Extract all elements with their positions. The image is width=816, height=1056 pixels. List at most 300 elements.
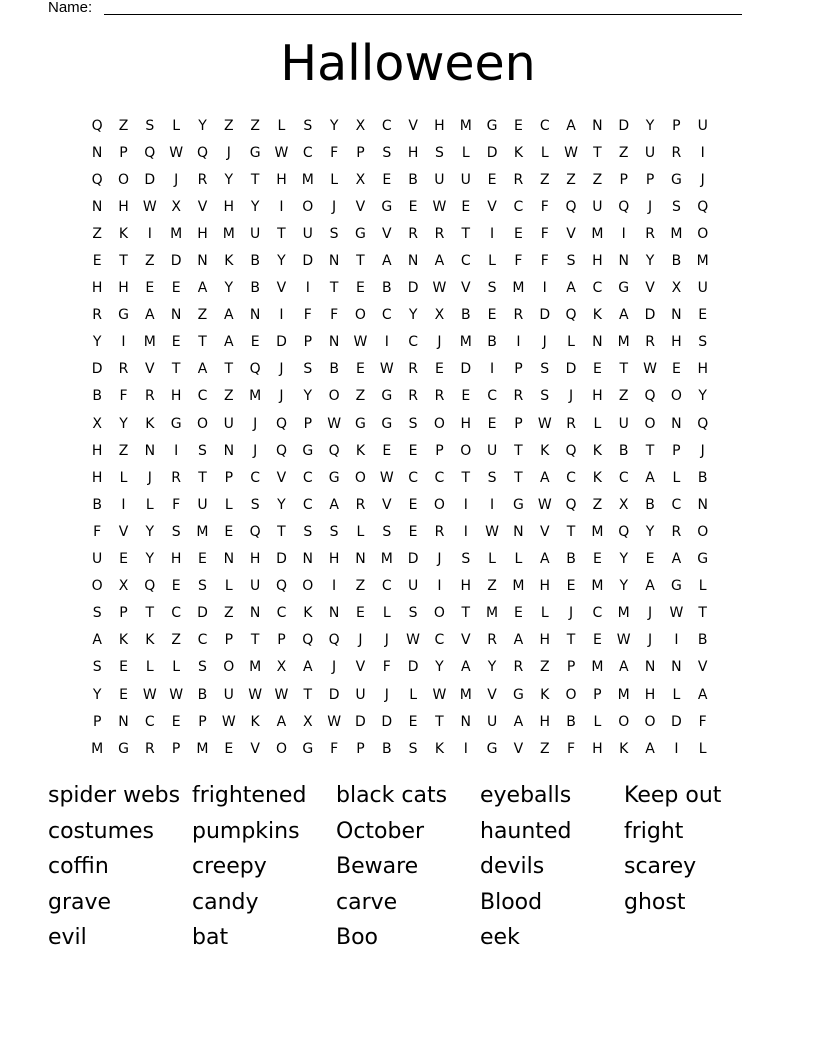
grid-letter[interactable]: F bbox=[698, 713, 707, 730]
grid-letter[interactable]: D bbox=[197, 605, 208, 622]
grid-letter[interactable]: M bbox=[670, 225, 683, 242]
grid-letter[interactable]: C bbox=[381, 578, 392, 595]
grid-letter[interactable]: P bbox=[119, 605, 128, 622]
grid-letter[interactable]: E bbox=[566, 578, 576, 595]
grid-letter[interactable]: U bbox=[92, 551, 103, 568]
grid-letter[interactable]: L bbox=[172, 659, 181, 676]
grid-letter[interactable]: J bbox=[569, 605, 574, 622]
grid-letter[interactable]: D bbox=[565, 361, 577, 378]
grid-letter[interactable]: C bbox=[618, 469, 629, 486]
grid-letter[interactable]: R bbox=[566, 415, 576, 432]
grid-letter[interactable]: G bbox=[249, 144, 261, 161]
grid-letter[interactable]: Y bbox=[145, 551, 155, 568]
grid-letter[interactable]: M bbox=[617, 686, 630, 703]
grid-letter[interactable]: Z bbox=[618, 144, 629, 161]
grid-letter[interactable]: N bbox=[328, 605, 340, 622]
grid-letter[interactable]: W bbox=[169, 144, 184, 161]
grid-letter[interactable]: B bbox=[566, 551, 576, 568]
grid-letter[interactable]: T bbox=[119, 253, 128, 270]
grid-letter[interactable]: V bbox=[566, 225, 576, 242]
grid-letter[interactable]: P bbox=[566, 659, 576, 676]
grid-letter[interactable]: G bbox=[512, 686, 524, 703]
grid-letter[interactable]: M bbox=[696, 253, 709, 270]
grid-letter[interactable]: E bbox=[487, 307, 497, 324]
grid-letter[interactable]: H bbox=[276, 171, 287, 188]
grid-letter[interactable]: U bbox=[223, 415, 234, 432]
grid-letter[interactable]: H bbox=[671, 334, 682, 351]
grid-letter[interactable]: M bbox=[196, 523, 209, 540]
grid-letter[interactable]: H bbox=[223, 198, 235, 215]
grid-letter[interactable]: D bbox=[381, 713, 393, 730]
grid-letter[interactable]: B bbox=[381, 740, 392, 757]
grid-letter[interactable]: G bbox=[381, 198, 393, 215]
grid-letter[interactable]: E bbox=[461, 388, 471, 405]
grid-letter[interactable]: R bbox=[408, 388, 418, 405]
grid-letter[interactable]: N bbox=[91, 144, 103, 161]
grid-letter[interactable]: Z bbox=[487, 578, 497, 595]
grid-letter[interactable]: N bbox=[460, 713, 471, 730]
grid-letter[interactable]: I bbox=[121, 334, 126, 351]
grid-letter[interactable]: Y bbox=[198, 117, 207, 134]
grid-letter[interactable]: B bbox=[197, 686, 208, 703]
grid-letter[interactable]: W bbox=[353, 334, 368, 351]
grid-letter[interactable]: Y bbox=[224, 280, 234, 297]
grid-letter[interactable]: Q bbox=[91, 171, 103, 188]
grid-letter[interactable]: T bbox=[461, 469, 471, 486]
grid-letter[interactable]: T bbox=[461, 225, 471, 242]
grid-letter[interactable]: M bbox=[591, 659, 604, 676]
grid-letter[interactable]: A bbox=[513, 632, 524, 649]
grid-letter[interactable]: U bbox=[302, 225, 313, 242]
grid-letter[interactable]: S bbox=[198, 442, 207, 459]
grid-letter[interactable]: F bbox=[514, 253, 523, 270]
grid-letter[interactable]: W bbox=[432, 280, 447, 297]
grid-letter[interactable]: E bbox=[461, 198, 471, 215]
grid-letter[interactable]: C bbox=[197, 388, 208, 405]
grid-letter[interactable]: N bbox=[197, 253, 208, 270]
grid-letter[interactable]: I bbox=[463, 740, 468, 757]
grid-letter[interactable]: E bbox=[592, 551, 602, 568]
grid-letter[interactable]: V bbox=[460, 632, 471, 649]
grid-letter[interactable]: S bbox=[303, 523, 313, 540]
grid-letter[interactable]: B bbox=[92, 388, 102, 405]
grid-letter[interactable]: R bbox=[355, 496, 366, 513]
grid-letter[interactable]: L bbox=[540, 144, 549, 161]
grid-letter[interactable]: F bbox=[540, 225, 549, 242]
grid-letter[interactable]: B bbox=[566, 713, 576, 730]
grid-letter[interactable]: J bbox=[437, 334, 442, 351]
grid-letter[interactable]: E bbox=[119, 551, 128, 568]
grid-letter[interactable]: W bbox=[643, 361, 657, 378]
grid-letter[interactable]: C bbox=[408, 469, 418, 486]
grid-letter[interactable]: R bbox=[171, 469, 182, 486]
grid-letter[interactable]: C bbox=[592, 280, 603, 297]
grid-letter[interactable]: C bbox=[144, 713, 155, 730]
grid-letter[interactable]: D bbox=[276, 334, 287, 351]
grid-letter[interactable]: E bbox=[356, 361, 365, 378]
grid-letter[interactable]: U bbox=[223, 686, 234, 703]
grid-letter[interactable]: I bbox=[463, 523, 468, 540]
grid-letter[interactable]: V bbox=[355, 198, 366, 215]
grid-letter[interactable]: G bbox=[381, 388, 393, 405]
grid-letter[interactable]: L bbox=[672, 686, 681, 703]
grid-letter[interactable]: Q bbox=[144, 144, 156, 161]
grid-letter[interactable]: H bbox=[434, 117, 445, 134]
grid-letter[interactable]: A bbox=[434, 253, 445, 270]
grid-letter[interactable]: Y bbox=[277, 253, 286, 270]
grid-letter[interactable]: S bbox=[540, 361, 550, 378]
grid-letter[interactable]: D bbox=[618, 117, 630, 134]
grid-letter[interactable]: O bbox=[460, 442, 472, 459]
grid-letter[interactable]: R bbox=[408, 361, 418, 378]
grid-letter[interactable]: S bbox=[198, 659, 207, 676]
grid-letter[interactable]: D bbox=[302, 253, 314, 270]
grid-letter[interactable]: S bbox=[408, 605, 418, 622]
grid-letter[interactable]: L bbox=[119, 469, 128, 486]
grid-letter[interactable]: S bbox=[461, 551, 471, 568]
grid-letter[interactable]: Q bbox=[275, 578, 287, 595]
grid-letter[interactable]: N bbox=[671, 659, 682, 676]
grid-letter[interactable]: G bbox=[381, 415, 393, 432]
grid-letter[interactable]: V bbox=[645, 280, 655, 297]
grid-letter[interactable]: S bbox=[487, 280, 497, 297]
grid-letter[interactable]: N bbox=[328, 253, 340, 270]
grid-letter[interactable]: V bbox=[355, 659, 366, 676]
grid-letter[interactable]: V bbox=[197, 198, 208, 215]
grid-letter[interactable]: T bbox=[435, 713, 444, 730]
grid-letter[interactable]: P bbox=[619, 171, 628, 188]
grid-letter[interactable]: E bbox=[198, 551, 207, 568]
grid-letter[interactable]: U bbox=[407, 578, 419, 595]
grid-letter[interactable]: G bbox=[302, 740, 314, 757]
grid-letter[interactable]: W bbox=[142, 198, 157, 215]
grid-letter[interactable]: K bbox=[592, 469, 602, 486]
grid-letter[interactable]: U bbox=[486, 442, 498, 459]
grid-letter[interactable]: A bbox=[145, 307, 155, 324]
grid-letter[interactable]: Y bbox=[645, 117, 655, 134]
grid-letter[interactable]: C bbox=[381, 117, 392, 134]
grid-letter[interactable]: F bbox=[540, 198, 549, 215]
grid-letter[interactable]: J bbox=[332, 198, 337, 215]
grid-letter[interactable]: E bbox=[171, 334, 181, 351]
grid-letter[interactable]: O bbox=[275, 740, 287, 757]
grid-letter[interactable]: N bbox=[618, 253, 629, 270]
grid-letter[interactable]: R bbox=[434, 388, 445, 405]
grid-letter[interactable]: A bbox=[645, 469, 655, 486]
grid-letter[interactable]: M bbox=[249, 659, 262, 676]
grid-letter[interactable]: Q bbox=[328, 632, 340, 649]
grid-letter[interactable]: J bbox=[174, 171, 179, 188]
grid-letter[interactable]: O bbox=[618, 713, 630, 730]
grid-letter[interactable]: R bbox=[118, 361, 129, 378]
grid-letter[interactable]: A bbox=[92, 632, 102, 649]
grid-letter[interactable]: B bbox=[250, 280, 260, 297]
grid-letter[interactable]: H bbox=[592, 740, 603, 757]
grid-letter[interactable]: X bbox=[92, 415, 102, 432]
grid-letter[interactable]: E bbox=[250, 334, 260, 351]
grid-letter[interactable]: L bbox=[540, 605, 549, 622]
grid-letter[interactable]: T bbox=[514, 442, 523, 459]
grid-letter[interactable]: J bbox=[647, 605, 653, 622]
grid-letter[interactable]: K bbox=[145, 415, 155, 432]
grid-letter[interactable]: P bbox=[277, 632, 286, 649]
grid-letter[interactable]: L bbox=[567, 334, 575, 351]
grid-letter[interactable]: Y bbox=[698, 388, 707, 405]
grid-letter[interactable]: Q bbox=[275, 442, 287, 459]
grid-letter[interactable]: N bbox=[671, 415, 682, 432]
grid-letter[interactable]: Z bbox=[618, 388, 629, 405]
grid-letter[interactable]: Z bbox=[566, 171, 576, 188]
grid-letter[interactable]: Y bbox=[92, 334, 102, 351]
grid-letter[interactable]: L bbox=[382, 605, 391, 622]
grid-letter[interactable]: T bbox=[250, 171, 260, 188]
grid-letter[interactable]: J bbox=[647, 632, 653, 649]
grid-letter[interactable]: V bbox=[408, 117, 418, 134]
grid-letter[interactable]: Z bbox=[171, 632, 181, 649]
grid-letter[interactable]: O bbox=[433, 415, 445, 432]
grid-letter[interactable]: L bbox=[698, 578, 707, 595]
grid-letter[interactable]: N bbox=[249, 605, 261, 622]
grid-letter[interactable]: E bbox=[382, 171, 392, 188]
grid-letter[interactable]: H bbox=[197, 225, 208, 242]
grid-letter[interactable]: O bbox=[354, 307, 366, 324]
grid-letter[interactable]: E bbox=[698, 307, 708, 324]
grid-letter[interactable]: M bbox=[617, 605, 630, 622]
grid-letter[interactable]: L bbox=[461, 144, 470, 161]
grid-letter[interactable]: O bbox=[670, 388, 682, 405]
grid-letter[interactable]: I bbox=[700, 144, 705, 161]
grid-letter[interactable]: G bbox=[618, 280, 630, 297]
grid-letter[interactable]: N bbox=[592, 334, 603, 351]
grid-letter[interactable]: V bbox=[487, 198, 497, 215]
grid-letter[interactable]: S bbox=[329, 523, 339, 540]
grid-letter[interactable]: E bbox=[92, 253, 102, 270]
grid-letter[interactable]: D bbox=[91, 361, 103, 378]
grid-letter[interactable]: K bbox=[592, 442, 602, 459]
grid-letter[interactable]: Y bbox=[408, 307, 418, 324]
grid-letter[interactable]: E bbox=[356, 280, 365, 297]
grid-letter[interactable]: Z bbox=[118, 117, 129, 134]
grid-letter[interactable]: O bbox=[196, 415, 208, 432]
grid-letter[interactable]: D bbox=[539, 307, 551, 324]
grid-letter[interactable]: N bbox=[302, 551, 314, 568]
grid-letter[interactable]: C bbox=[434, 469, 445, 486]
grid-letter[interactable]: A bbox=[566, 117, 576, 134]
grid-letter[interactable]: L bbox=[488, 551, 496, 568]
grid-letter[interactable]: K bbox=[434, 740, 445, 757]
grid-letter[interactable]: Q bbox=[565, 198, 577, 215]
grid-letter[interactable]: K bbox=[540, 686, 550, 703]
grid-letter[interactable]: B bbox=[408, 171, 418, 188]
grid-letter[interactable]: B bbox=[697, 469, 708, 486]
grid-letter[interactable]: Q bbox=[196, 144, 208, 161]
grid-letter[interactable]: R bbox=[513, 307, 524, 324]
grid-letter[interactable]: G bbox=[118, 307, 129, 324]
grid-letter[interactable]: Q bbox=[144, 578, 156, 595]
grid-letter[interactable]: T bbox=[566, 632, 576, 649]
grid-letter[interactable]: H bbox=[460, 578, 472, 595]
grid-letter[interactable]: B bbox=[329, 361, 339, 378]
grid-letter[interactable]: E bbox=[645, 551, 655, 568]
grid-letter[interactable]: J bbox=[437, 551, 442, 568]
grid-letter[interactable]: U bbox=[697, 280, 708, 297]
grid-letter[interactable]: Q bbox=[302, 632, 314, 649]
grid-letter[interactable]: S bbox=[171, 523, 181, 540]
grid-letter[interactable]: R bbox=[434, 225, 445, 242]
grid-letter[interactable]: P bbox=[303, 334, 313, 351]
grid-letter[interactable]: G bbox=[355, 225, 366, 242]
grid-letter[interactable]: O bbox=[433, 605, 445, 622]
grid-letter[interactable]: H bbox=[328, 551, 340, 568]
grid-letter[interactable]: B bbox=[92, 496, 102, 513]
grid-letter[interactable]: U bbox=[197, 496, 208, 513]
grid-letter[interactable]: P bbox=[198, 713, 207, 730]
grid-letter[interactable]: R bbox=[645, 225, 655, 242]
grid-letter[interactable]: L bbox=[145, 659, 154, 676]
grid-letter[interactable]: H bbox=[539, 578, 550, 595]
grid-letter[interactable]: Z bbox=[592, 171, 603, 188]
grid-letter[interactable]: I bbox=[437, 578, 442, 595]
grid-letter[interactable]: B bbox=[697, 632, 708, 649]
grid-letter[interactable]: U bbox=[592, 198, 603, 215]
grid-letter[interactable]: M bbox=[301, 171, 314, 188]
grid-letter[interactable]: R bbox=[144, 740, 155, 757]
grid-letter[interactable]: W bbox=[432, 198, 447, 215]
grid-letter[interactable]: O bbox=[302, 198, 314, 215]
grid-letter[interactable]: Q bbox=[697, 198, 709, 215]
grid-letter[interactable]: L bbox=[488, 253, 496, 270]
grid-letter[interactable]: L bbox=[277, 117, 286, 134]
grid-letter[interactable]: Y bbox=[645, 253, 655, 270]
grid-letter[interactable]: T bbox=[277, 523, 286, 540]
grid-letter[interactable]: X bbox=[434, 307, 445, 324]
grid-letter[interactable]: F bbox=[567, 740, 576, 757]
grid-letter[interactable]: F bbox=[119, 388, 128, 405]
grid-letter[interactable]: O bbox=[565, 686, 577, 703]
grid-letter[interactable]: B bbox=[618, 442, 629, 459]
grid-letter[interactable]: H bbox=[539, 713, 550, 730]
grid-letter[interactable]: J bbox=[384, 686, 389, 703]
grid-letter[interactable]: H bbox=[170, 388, 182, 405]
grid-letter[interactable]: A bbox=[197, 361, 208, 378]
grid-letter[interactable]: P bbox=[356, 144, 365, 161]
grid-letter[interactable]: M bbox=[512, 280, 525, 297]
name-line[interactable] bbox=[104, 14, 742, 15]
grid-letter[interactable]: F bbox=[330, 307, 339, 324]
grid-letter[interactable]: R bbox=[408, 225, 418, 242]
grid-letter[interactable]: J bbox=[253, 442, 258, 459]
grid-letter[interactable]: A bbox=[224, 307, 234, 324]
grid-letter[interactable]: C bbox=[302, 496, 313, 513]
grid-letter[interactable]: U bbox=[618, 415, 629, 432]
grid-letter[interactable]: P bbox=[672, 117, 681, 134]
grid-letter[interactable]: S bbox=[303, 361, 313, 378]
grid-letter[interactable]: M bbox=[196, 740, 209, 757]
grid-letter[interactable]: W bbox=[379, 469, 394, 486]
grid-letter[interactable]: E bbox=[119, 659, 128, 676]
grid-letter[interactable]: A bbox=[645, 578, 655, 595]
grid-letter[interactable]: Z bbox=[145, 253, 155, 270]
grid-letter[interactable]: E bbox=[408, 442, 418, 459]
grid-letter[interactable]: J bbox=[226, 144, 231, 161]
grid-letter[interactable]: O bbox=[91, 578, 103, 595]
grid-letter[interactable]: E bbox=[435, 361, 444, 378]
grid-letter[interactable]: T bbox=[224, 361, 234, 378]
grid-letter[interactable]: L bbox=[409, 686, 417, 703]
grid-letter[interactable]: U bbox=[434, 171, 445, 188]
grid-letter[interactable]: S bbox=[698, 334, 708, 351]
grid-letter[interactable]: C bbox=[381, 307, 392, 324]
grid-letter[interactable]: I bbox=[490, 361, 495, 378]
grid-letter[interactable]: L bbox=[593, 713, 602, 730]
grid-letter[interactable]: N bbox=[170, 307, 182, 324]
grid-letter[interactable]: S bbox=[382, 523, 392, 540]
grid-letter[interactable]: Z bbox=[355, 578, 366, 595]
grid-letter[interactable]: A bbox=[618, 307, 629, 324]
grid-letter[interactable]: P bbox=[593, 686, 602, 703]
grid-letter[interactable]: F bbox=[382, 659, 391, 676]
grid-letter[interactable]: G bbox=[486, 740, 498, 757]
grid-letter[interactable]: D bbox=[644, 307, 656, 324]
grid-letter[interactable]: Q bbox=[91, 117, 103, 134]
grid-letter[interactable]: L bbox=[698, 740, 707, 757]
grid-letter[interactable]: R bbox=[671, 523, 682, 540]
grid-letter[interactable]: M bbox=[486, 605, 499, 622]
grid-letter[interactable]: T bbox=[514, 469, 523, 486]
grid-letter[interactable]: I bbox=[279, 307, 284, 324]
grid-letter[interactable]: M bbox=[591, 225, 604, 242]
grid-letter[interactable]: W bbox=[669, 605, 684, 622]
grid-letter[interactable]: Z bbox=[539, 740, 550, 757]
grid-letter[interactable]: A bbox=[224, 334, 234, 351]
grid-letter[interactable]: Z bbox=[197, 307, 208, 324]
grid-letter[interactable]: R bbox=[671, 144, 682, 161]
grid-letter[interactable]: F bbox=[330, 740, 339, 757]
grid-letter[interactable]: I bbox=[121, 496, 126, 513]
grid-letter[interactable]: Y bbox=[619, 578, 628, 595]
grid-letter[interactable]: S bbox=[145, 117, 155, 134]
grid-letter[interactable]: S bbox=[566, 253, 576, 270]
grid-letter[interactable]: C bbox=[250, 469, 261, 486]
grid-letter[interactable]: K bbox=[250, 713, 260, 730]
grid-letter[interactable]: V bbox=[460, 280, 471, 297]
grid-letter[interactable]: V bbox=[381, 496, 392, 513]
grid-letter[interactable]: O bbox=[644, 713, 656, 730]
grid-letter[interactable]: V bbox=[539, 523, 550, 540]
grid-letter[interactable]: Y bbox=[487, 659, 497, 676]
grid-letter[interactable]: H bbox=[249, 551, 261, 568]
grid-letter[interactable]: R bbox=[645, 334, 655, 351]
grid-letter[interactable]: K bbox=[513, 144, 523, 161]
grid-letter[interactable]: V bbox=[513, 740, 524, 757]
grid-letter[interactable]: K bbox=[118, 632, 129, 649]
grid-letter[interactable]: I bbox=[463, 496, 468, 513]
grid-letter[interactable]: N bbox=[249, 307, 261, 324]
grid-letter[interactable]: G bbox=[512, 496, 524, 513]
grid-letter[interactable]: E bbox=[145, 280, 155, 297]
grid-letter[interactable]: S bbox=[408, 740, 418, 757]
grid-letter[interactable]: D bbox=[486, 144, 498, 161]
grid-letter[interactable]: L bbox=[330, 171, 339, 188]
grid-letter[interactable]: P bbox=[92, 713, 102, 730]
grid-letter[interactable]: Q bbox=[565, 496, 577, 513]
grid-letter[interactable]: Y bbox=[250, 198, 260, 215]
grid-letter[interactable]: E bbox=[408, 198, 418, 215]
grid-letter[interactable]: W bbox=[221, 713, 236, 730]
grid-letter[interactable]: P bbox=[119, 144, 128, 161]
grid-letter[interactable]: I bbox=[174, 442, 179, 459]
grid-letter[interactable]: X bbox=[671, 280, 682, 297]
